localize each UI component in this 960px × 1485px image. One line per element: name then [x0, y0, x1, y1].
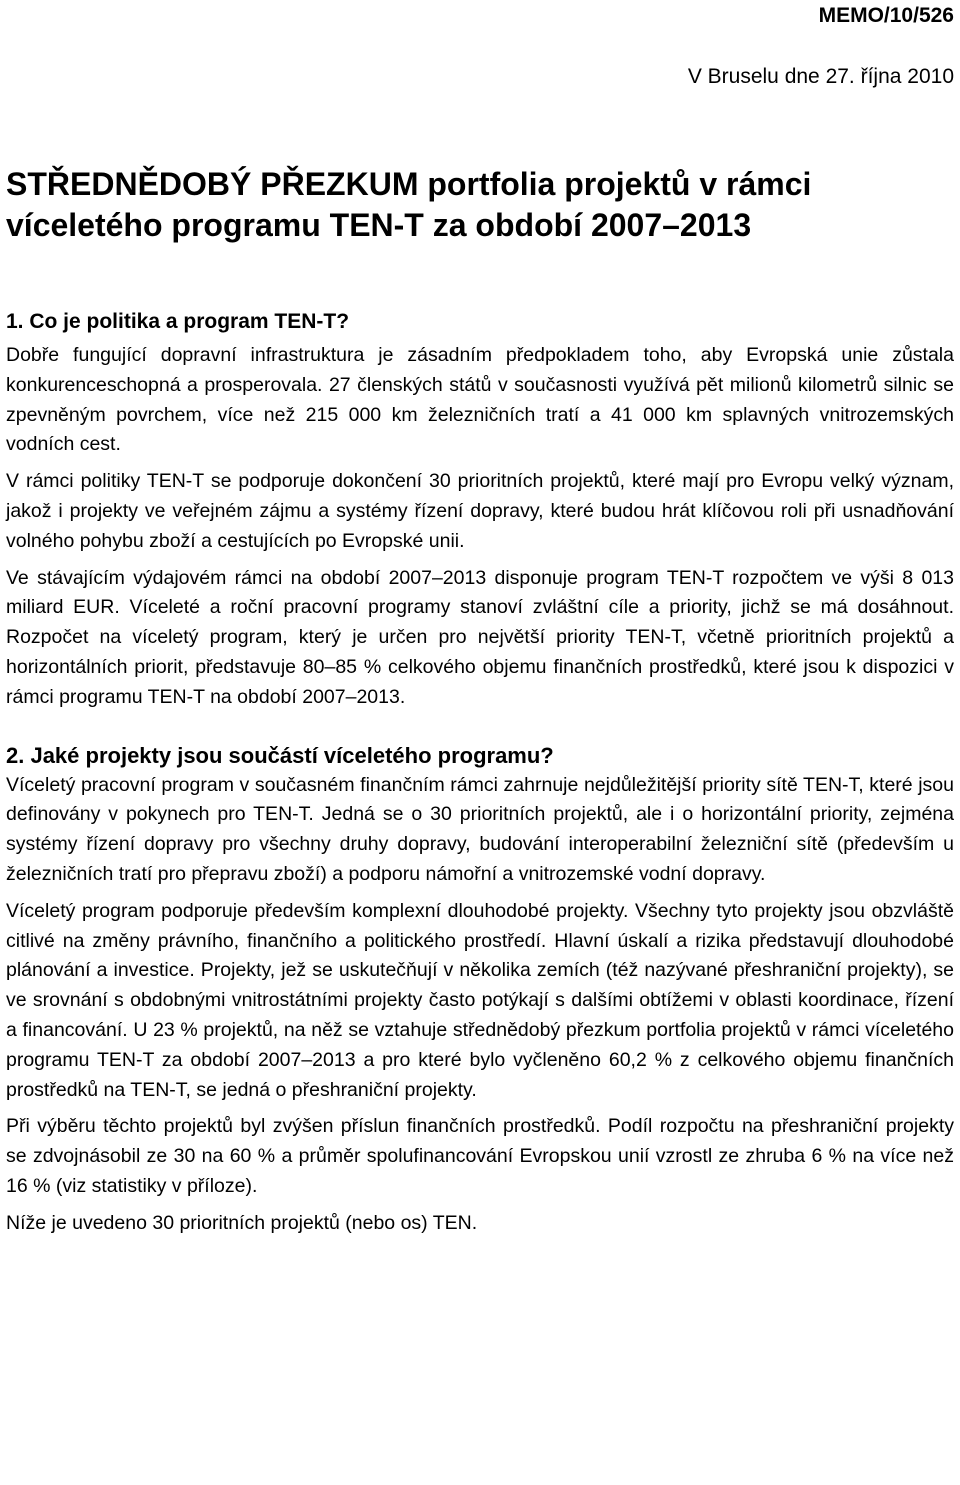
section-1-paragraph-3: Ve stávajícím výdajovém rámci na období 2007–2013 disponuje program TEN-T rozpočtem ve výši 8 013 miliard EUR. Víceleté a roční pracovní programy stanoví zvláštní cíle a priority, jichž se má dosáhnout. Rozpočet na víceletý program, který je určen pro největší priority TEN-T, včetně prioritních projektů a horizontálních priorit, představuje 80–85 % celkového objemu finančních prostředků, které jsou k dispozici v rámci programu TEN-T na období 2007–2013. — [6, 566, 954, 708]
section-2-paragraph-3: Při výběru těchto projektů byl zvýšen příslun finančních prostředků. Podíl rozpočtu na přeshraniční projekty se zdvojnásobil ze 30 na 60 % a průměr spolufinancování Evropskou unií vzrostl ze zhruba 6 % na více než 16 % (viz statistiky v příloze). — [6, 1115, 954, 1197]
document-title-line-2: víceletého programu TEN-T za období 2007–2013 — [6, 207, 752, 243]
section-2-paragraph-2: Víceletý program podporuje především komplexní dlouhodobé projekty. Všechny tyto projekty jsou obzvláště citlivé na změny právního, finančního a politického prostředí. Hlavní úskalí a rizika představují dlouhodobé plánování a investice. Projekty, jež se uskutečňují v několika zemích (též nazývané přeshraniční projekty), se ve srovnání s obdobnými vnitrostátními projekty často potýkají s dalšími obtížemi v oblasti koordinace, řízení a financování. U 23 % projektů, na něž se vztahuje střednědobý přezkum portfolia projektů v rámci víceletého programu TEN-T za období 2007–2013 a pro které bylo vyčleněno 60,2 % z celkového objemu finančních prostředků na TEN-T, se jedná o přeshraniční projekty. — [6, 899, 954, 1101]
document-title — [6, 164, 954, 246]
section-2-paragraph-4: Níže je uvedeno 30 prioritních projektů (nebo os) TEN. — [6, 1211, 478, 1234]
section-2-paragraph-1: Víceletý pracovní program v současném finančním rámci zahrnuje nejdůležitější priority sítě TEN-T, které jsou definovány v pokynech pro TEN-T. Jedná se o 30 prioritních projektů, ale i o horizontální priority, zejména systémy řízení dopravy pro všechny druhy dopravy, budování interoperabilní železniční sítě (především u železničních tratí pro přepravu zboží) a podporu námořní a vnitrozemské vodní dopravy. — [6, 773, 954, 885]
section-2-heading: 2. Jaké projekty jsou součástí víceletého programu? — [6, 742, 554, 768]
section-1-paragraph-2: V rámci politiky TEN-T se podporuje dokončení 30 prioritních projektů, které mají pro Evropu velký význam, jakož i projekty ve veřejném zájmu a systémy řízení dopravy, které budou hrát klíčovou roli při usnadňování volného pohybu zboží a cestujících po Evropské unii. — [6, 470, 954, 552]
document-body — [6, 307, 954, 1239]
memo-reference: MEMO/10/526 — [818, 4, 954, 27]
section-1-heading: 1. Co je politika a program TEN-T? — [6, 310, 350, 333]
dateline: V Bruselu dne 27. října 2010 — [687, 65, 954, 88]
document-title-line-1: STŘEDNĚDOBÝ PŘEZKUM portfolia projektů v rámci — [6, 166, 812, 202]
section-1-paragraph-1: Dobře fungující dopravní infrastruktura je zásadním předpokladem toho, aby Evropská unie zůstala konkurenceschopná a prosperovala. 27 členských států v současnosti využívá pět milionů kilometrů silnic se zpevněným povrchem, více než 215 000 km železničních tratí a 41 000 km splavných vnitrozemských vodních cest. — [6, 344, 954, 456]
